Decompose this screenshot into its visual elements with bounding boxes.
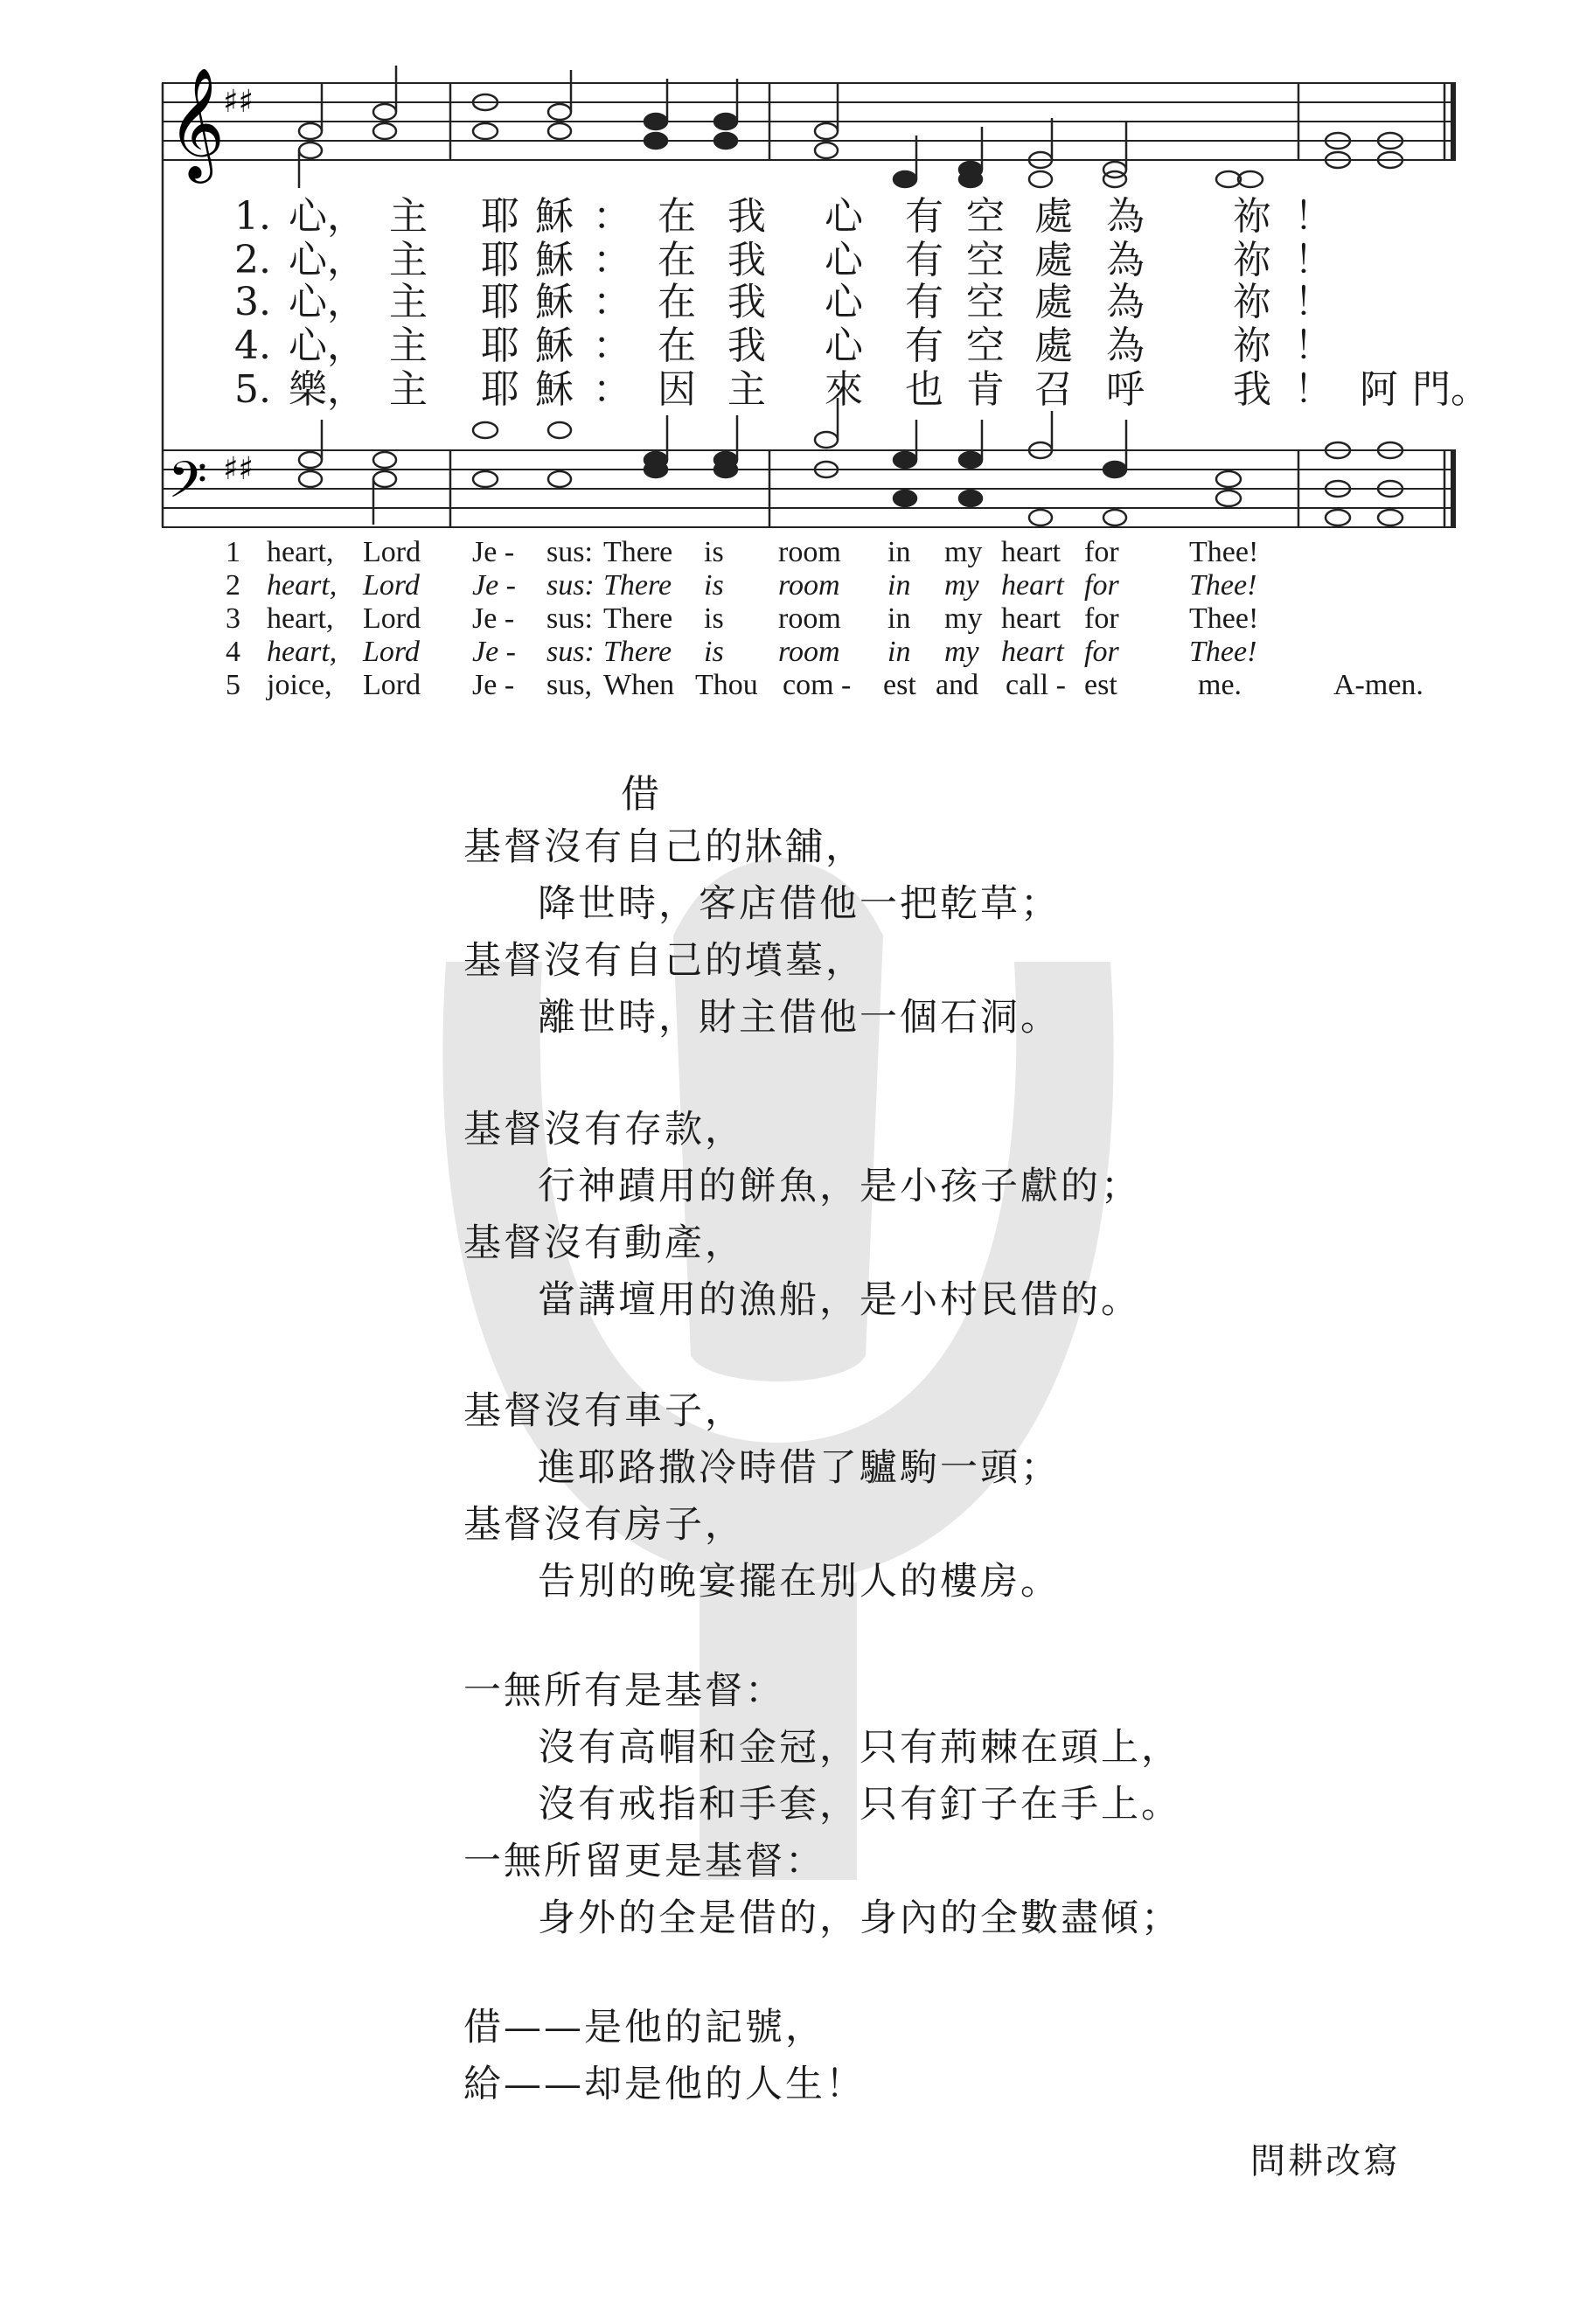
lyric-syllable: 祢 (1233, 324, 1271, 368)
lyric-syllable: ！ (1294, 238, 1333, 282)
poem-author: 問耕改寫 (1250, 2141, 1401, 2181)
bass-clef-icon: 𝄢 (168, 450, 208, 522)
lyric-word: for (1084, 602, 1119, 635)
poem-line: 降世時，客店借他一把乾草； (538, 882, 1061, 926)
poem-line: 基督沒有自己的牀舖， (463, 825, 866, 869)
lyric-syllable: 空 (966, 194, 1005, 239)
poem-line: 給——却是他的人生！ (463, 2063, 866, 2106)
lyric-word: Je - (472, 636, 517, 668)
lyric-word: Lord (363, 536, 421, 568)
lyric-syllable: 穌 (535, 367, 574, 412)
lyric-syllable: 耶 (481, 367, 519, 412)
lyric-syllable: 我 (727, 280, 766, 324)
lyric-word: in (887, 569, 911, 602)
lyric-word: There (603, 536, 673, 568)
verse-number: 3 (226, 602, 240, 635)
lyric-syllable: 處 (1034, 324, 1073, 368)
lyric-syllable: 也 (905, 367, 943, 412)
lyric-syllable: 心 (825, 280, 863, 324)
lyric-word: room (778, 536, 841, 568)
verse-number: 4 (226, 636, 240, 668)
lyric-syllable: 心 (825, 238, 863, 282)
lyric-syllable: 主 (389, 194, 428, 239)
lyric-word: heart, (267, 536, 334, 568)
lyric-syllable: 有 (905, 194, 943, 239)
lyric-syllable: 我 (1233, 367, 1271, 412)
lyric-syllable: 處 (1034, 194, 1073, 239)
lyric-word: There (603, 636, 672, 668)
lyric-word: There (603, 602, 673, 635)
lyric-word: is (704, 636, 724, 668)
lyric-word: room (778, 636, 840, 668)
lyric-syllable: 耶 (481, 194, 519, 239)
lyric-syllable: 我 (727, 194, 766, 239)
key-signature-bass: ♯♯ (223, 451, 254, 487)
lyric-syllable: ： (593, 238, 631, 282)
lyric-word: in (887, 602, 911, 635)
lyric-word: is (704, 536, 724, 568)
verse-number: 4. (234, 324, 271, 368)
lyric-word: heart, (267, 636, 338, 668)
lyric-word: in (887, 636, 911, 668)
lyric-word: heart, (267, 602, 334, 635)
lyric-word: When (603, 669, 675, 701)
lyric-word: heart (1001, 602, 1061, 635)
lyric-word: Lord (363, 669, 421, 701)
verse-number: 2 (226, 569, 240, 602)
lyric-syllable: ！ (1294, 367, 1333, 412)
poem-line: 離世時，財主借他一個石洞。 (538, 996, 1061, 1040)
lyric-syllable: 主 (727, 367, 766, 412)
poem-line: 借——是他的記號， (463, 2006, 825, 2049)
lyric-word: is (704, 569, 724, 602)
lyric-word: is (704, 602, 724, 635)
lyric-word: room (778, 569, 840, 602)
lyric-syllable: 在 (658, 324, 696, 368)
poem-title: 借 (621, 772, 659, 817)
lyric-word: Thee! (1189, 636, 1257, 668)
lyric-syllable: 穌 (535, 280, 574, 324)
lyric-syllable: 為 (1106, 194, 1145, 239)
lyric-word: in (887, 536, 911, 568)
lyric-syllable: 主 (389, 324, 428, 368)
lyric-syllable: 因 (658, 367, 696, 412)
lyric-syllable: 心， (289, 324, 365, 368)
lyric-syllable: 主 (389, 238, 428, 282)
poem-line: 基督沒有房子， (463, 1503, 745, 1547)
lyric-word: Thee! (1189, 536, 1259, 568)
lyric-syllable: 為 (1106, 324, 1145, 368)
lyric-syllable: 心， (289, 238, 365, 282)
lyric-word: Thou (695, 669, 758, 701)
lyric-syllable: 心， (289, 280, 365, 324)
lyric-syllable: 為 (1106, 280, 1145, 324)
lyric-syllable: 祢 (1233, 280, 1271, 324)
lyric-syllable: 穌 (535, 324, 574, 368)
poem-line: 行神蹟用的餅魚，是小孩子獻的； (538, 1165, 1141, 1208)
key-signature-treble: ♯♯ (223, 84, 254, 120)
lyric-word: heart, (267, 569, 338, 602)
lyric-word: Je - (472, 536, 515, 568)
lyric-word: Thee! (1189, 569, 1257, 602)
poem-line: 當講壇用的漁船，是小村民借的。 (538, 1278, 1141, 1322)
lyric-syllable: 耶 (481, 280, 519, 324)
lyric-word: heart (1001, 536, 1061, 568)
lyric-word: sus, (546, 669, 592, 701)
poem-line: 基督沒有自己的墳墓， (463, 939, 866, 983)
lyric-syllable: 呼 (1106, 367, 1145, 412)
lyric-syllable: 祢 (1233, 194, 1271, 239)
lyric-syllable: 為 (1106, 238, 1145, 282)
lyric-syllable: 耶 (481, 324, 519, 368)
lyric-word: call - (1006, 669, 1066, 701)
lyric-syllable: 心 (825, 194, 863, 239)
lyric-syllable: 來 (825, 367, 863, 412)
lyric-word: sus: (546, 536, 593, 568)
poem-line: 進耶路撒冷時借了驢駒一頭； (538, 1446, 1061, 1490)
lyric-syllable: 穌 (535, 238, 574, 282)
poem-line: 一無所有是基督： (463, 1669, 785, 1713)
lyric-word: est (883, 669, 916, 701)
poem-line: 沒有高帽和金冠，只有荊棘在頭上， (538, 1726, 1181, 1770)
lyric-syllable: 穌 (535, 194, 574, 239)
lyric-syllable: 有 (905, 324, 943, 368)
lyric-syllable: 空 (966, 280, 1005, 324)
lyric-syllable: 我 (727, 238, 766, 282)
lyric-word: Je - (472, 669, 515, 701)
lyric-syllable: ： (593, 194, 631, 239)
lyric-syllable: ！ (1294, 280, 1333, 324)
poem-line: 沒有戒指和手套，只有釘子在手上。 (538, 1783, 1181, 1826)
lyric-word: and (936, 669, 979, 701)
lyric-word: Lord (363, 602, 421, 635)
lyric-word: Je - (472, 602, 515, 635)
lyric-syllable: 有 (905, 238, 943, 282)
lyric-syllable: 在 (658, 194, 696, 239)
lyric-word: for (1084, 536, 1119, 568)
lyric-word: heart (1001, 636, 1064, 668)
lyric-word: heart (1001, 569, 1064, 602)
lyric-syllable: 處 (1034, 280, 1073, 324)
lyric-syllable: 耶 (481, 238, 519, 282)
verse-number: 1. (234, 194, 271, 239)
lyric-syllable: ！ (1294, 324, 1333, 368)
lyric-word: A-men. (1333, 669, 1423, 701)
lyric-syllable: ！ (1294, 194, 1333, 239)
lyric-syllable: 主 (389, 367, 428, 412)
poem-line: 一無所留更是基督： (463, 1840, 825, 1883)
lyric-word: est (1084, 669, 1117, 701)
lyric-syllable: 樂， (289, 367, 365, 412)
lyric-word: joice, (267, 669, 332, 701)
poem-line: 告別的晚宴擺在別人的樓房。 (538, 1560, 1061, 1604)
lyric-syllable: 心 (825, 324, 863, 368)
verse-number: 3. (234, 280, 271, 324)
poem-line: 基督沒有動產， (463, 1221, 745, 1265)
lyric-syllable: 在 (658, 280, 696, 324)
lyric-syllable: 我 (727, 324, 766, 368)
lyric-syllable: 心， (289, 194, 365, 239)
poem-line: 身外的全是借的，身內的全數盡傾； (538, 1896, 1181, 1940)
lyric-syllable: 在 (658, 238, 696, 282)
lyric-word: room (778, 602, 841, 635)
lyric-word: my (944, 536, 983, 568)
verse-number: 5 (226, 669, 240, 701)
lyric-syllable: 有 (905, 280, 943, 324)
poem-line: 基督沒有存款， (463, 1108, 745, 1152)
verse-number: 1 (226, 536, 240, 568)
lyric-syllable: 處 (1034, 238, 1073, 282)
lyric-word: my (944, 602, 983, 635)
lyric-word: my (944, 636, 979, 668)
lyric-word: sus: (546, 636, 595, 668)
lyric-syllable: ： (593, 280, 631, 324)
lyric-syllable: 祢 (1233, 238, 1271, 282)
lyric-syllable: 召 (1034, 367, 1073, 412)
lyric-syllable: ： (593, 367, 631, 412)
lyric-syllable: 空 (966, 238, 1005, 282)
lyric-word: Thee! (1189, 602, 1259, 635)
lyric-word: There (603, 569, 672, 602)
lyric-syllable: ： (593, 324, 631, 368)
lyric-syllable: 肯 (966, 367, 1005, 412)
treble-clef-icon: 𝄞 (168, 66, 226, 178)
poem-line: 基督沒有車子， (463, 1389, 745, 1433)
verse-number: 2. (234, 238, 271, 282)
lyric-word: Lord (363, 636, 420, 668)
lyric-syllable: 門。 (1412, 367, 1489, 412)
lyric-word: me. (1198, 669, 1242, 701)
lyric-word: sus: (546, 602, 593, 635)
lyric-word: for (1084, 636, 1119, 668)
lyric-word: Lord (363, 569, 420, 602)
lyric-word: my (944, 569, 979, 602)
lyric-syllable: 空 (966, 324, 1005, 368)
lyric-syllable: 阿 (1360, 367, 1398, 412)
lyric-word: Je - (472, 569, 517, 602)
verse-number: 5. (234, 367, 271, 412)
lyric-syllable: 主 (389, 280, 428, 324)
lyric-word: for (1084, 569, 1119, 602)
lyric-word: com - (783, 669, 852, 701)
lyric-word: sus: (546, 569, 595, 602)
